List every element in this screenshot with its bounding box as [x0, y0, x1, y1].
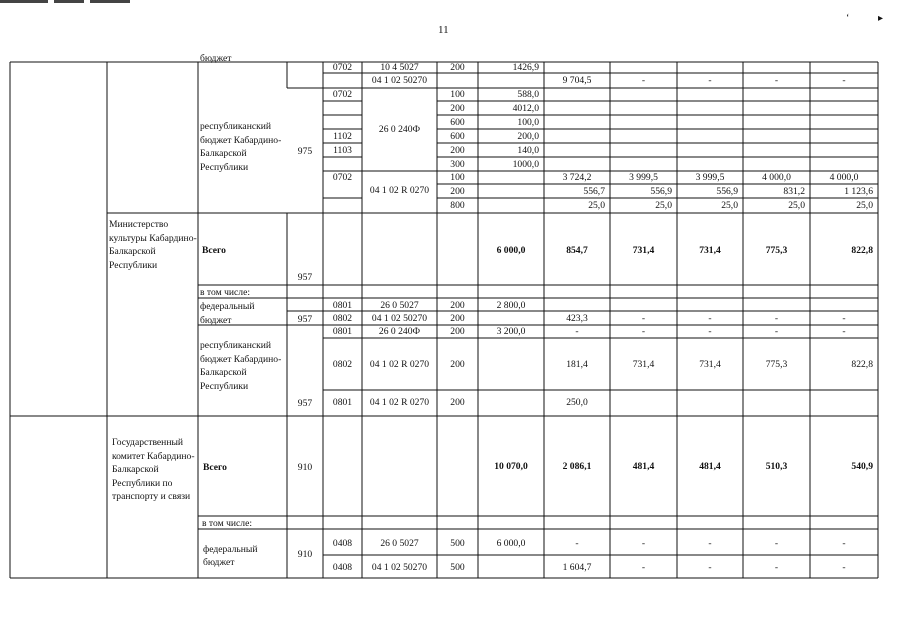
amount-year-3: 3 999,5 [695, 172, 725, 183]
expense-type: 500 [450, 562, 465, 573]
article-code: 26 0 240Ф [378, 124, 421, 135]
amount-total: 2 800,0 [496, 300, 526, 311]
amount-year-2: - [641, 75, 646, 86]
section-code: 0802 [332, 359, 353, 370]
amount-total: 100,0 [517, 117, 539, 128]
amount-year-5: 4 000,0 [829, 172, 859, 183]
total-label: Всего [203, 462, 227, 473]
expense-type: 200 [450, 397, 465, 408]
amount-year-4: - [774, 313, 779, 324]
corner-mark-left: ‘ [846, 13, 850, 24]
expense-type: 200 [450, 62, 465, 73]
budget-label: республиканский бюджет Кабардино-Балкарской Республики [200, 340, 282, 392]
expense-type: 200 [450, 103, 465, 114]
section-code: 0702 [332, 172, 353, 183]
including-label: в том числе: [202, 518, 253, 529]
amount-year-3: 25,0 [721, 200, 738, 211]
article-code: 04 1 02 50270 [371, 313, 428, 324]
expense-type: 600 [450, 117, 465, 128]
committee-code: 910 [297, 549, 313, 560]
expense-type: 300 [450, 159, 465, 170]
amount-year-1: 854,7 [566, 245, 588, 256]
amount-year-5: 822,8 [851, 245, 873, 256]
amount-year-5: - [842, 313, 846, 324]
amount-year-3: 481,4 [699, 461, 721, 472]
amount-year-5: 1 123,6 [844, 186, 873, 197]
amount-year-3: - [708, 313, 712, 324]
amount-year-4: - [774, 326, 779, 337]
expense-type: 200 [450, 186, 465, 197]
amount-year-4: - [774, 538, 779, 549]
section-code: 0801 [332, 326, 353, 337]
article-code: 10 4 5027 [380, 62, 419, 73]
amount-year-1: 1 604,7 [562, 562, 592, 573]
amount-year-5: - [842, 75, 846, 86]
amount-year-1: 2 086,1 [562, 461, 592, 472]
amount-year-1: 181,4 [566, 359, 588, 370]
expense-type: 600 [450, 131, 465, 142]
amount-year-1: - [575, 538, 579, 549]
article-code: 26 0 240Ф [378, 326, 421, 337]
amount-year-2: 731,4 [632, 359, 655, 370]
amount-year-2: - [641, 562, 646, 573]
budget-label: республиканский бюджет Кабардино-Балкарской Республики [200, 121, 282, 173]
amount-year-3: 731,4 [699, 245, 721, 256]
expense-type: 200 [450, 313, 465, 324]
amount-total: 6 000,0 [496, 245, 526, 256]
corner-mark-right: ▸ [878, 13, 884, 24]
ministry-code: 957 [297, 398, 313, 409]
amount-year-1: 423,3 [566, 313, 588, 324]
expense-type: 200 [450, 359, 465, 370]
including-label: в том числе: [200, 287, 251, 298]
amount-total: 200,0 [517, 131, 539, 142]
amount-year-2: - [641, 538, 646, 549]
expense-type: 200 [450, 300, 465, 311]
expense-type: 200 [450, 145, 465, 156]
section-code: 0801 [332, 397, 353, 408]
amount-year-4: 775,3 [765, 245, 788, 256]
section-code: 0801 [332, 300, 353, 311]
amount-year-1: 25,0 [588, 200, 605, 211]
amount-year-2: 25,0 [655, 200, 672, 211]
amount-year-5: - [842, 538, 846, 549]
amount-total: 10 070,0 [494, 461, 528, 472]
amount-year-3: 731,4 [699, 359, 721, 370]
section-code: 0702 [332, 62, 353, 73]
amount-year-4: 831,2 [783, 186, 805, 197]
amount-year-5: 25,0 [856, 200, 873, 211]
article-code: 26 0 5027 [380, 300, 419, 311]
amount-year-3: - [708, 538, 712, 549]
amount-year-1: 250,0 [566, 397, 588, 408]
total-label: Всего [202, 245, 226, 256]
amount-year-2: - [641, 326, 646, 337]
budget-label: федеральный бюджет [203, 544, 258, 568]
amount-total: 1426,9 [512, 62, 539, 73]
amount-year-4: 25,0 [788, 200, 805, 211]
ministry-code: 957 [297, 272, 313, 283]
amount-year-1: - [575, 326, 579, 337]
amount-year-4: 775,3 [765, 359, 788, 370]
article-code: 04 1 02 50270 [371, 562, 428, 573]
budget-label: федеральный бюджет [200, 301, 255, 326]
section-code: 1102 [333, 131, 352, 142]
amount-total: 3 200,0 [496, 326, 526, 337]
amount-year-2: 731,4 [632, 245, 655, 256]
amount-year-5: - [842, 326, 846, 337]
ministry-code: 957 [297, 314, 313, 325]
article-code: 04 1 02 50270 [371, 75, 428, 86]
amount-year-4: - [774, 562, 779, 573]
amount-year-3: 556,9 [716, 186, 738, 197]
cut-off-label: бюджет [200, 53, 232, 64]
expense-type: 500 [450, 538, 465, 549]
expense-type: 800 [450, 200, 465, 211]
section-code: 0702 [332, 89, 353, 100]
expense-type: 100 [450, 89, 465, 100]
article-code: 26 0 5027 [380, 538, 419, 549]
amount-year-3: - [708, 326, 712, 337]
section-code: 0408 [332, 562, 353, 573]
amount-year-2: - [641, 313, 646, 324]
section-code: 1103 [333, 145, 352, 156]
amount-total: 1000,0 [512, 159, 539, 170]
amount-year-1: 3 724,2 [562, 172, 592, 183]
expense-type: 100 [450, 172, 465, 183]
article-code: 04 1 02 R 0270 [369, 185, 430, 196]
amount-year-2: 3 999,5 [629, 172, 658, 183]
committee-name: Государственный комитет Кабардино-Балкарской Республики по транспорту и связи [112, 437, 195, 502]
article-code: 04 1 02 R 0270 [369, 397, 430, 408]
article-code: 04 1 02 R 0270 [369, 359, 430, 370]
committee-code: 910 [297, 462, 313, 473]
amount-total: 4012,0 [512, 103, 539, 114]
amount-total: 6 000,0 [496, 538, 526, 549]
amount-year-4: 510,3 [765, 461, 788, 472]
amount-total: 588,0 [517, 89, 539, 100]
amount-year-5: 822,8 [851, 359, 873, 370]
amount-year-2: 556,9 [650, 186, 672, 197]
ministry-name: Министерство культуры Кабардино-Балкарской Республики [109, 219, 197, 271]
amount-year-3: - [708, 75, 712, 86]
amount-year-4: 4 000,0 [762, 172, 791, 183]
amount-year-1: 9 704,5 [562, 75, 592, 86]
amount-year-1: 556,7 [583, 186, 605, 197]
amount-total: 140,0 [517, 145, 539, 156]
page-number: 11 [438, 24, 449, 36]
amount-year-2: 481,4 [632, 461, 655, 472]
section-code: 0408 [332, 538, 353, 549]
expense-type: 200 [450, 326, 465, 337]
ministry-code: 975 [297, 146, 313, 157]
amount-year-5: 540,9 [851, 461, 873, 472]
amount-year-4: - [774, 75, 779, 86]
amount-year-5: - [842, 562, 846, 573]
section-code: 0802 [332, 313, 353, 324]
amount-year-3: - [708, 562, 712, 573]
